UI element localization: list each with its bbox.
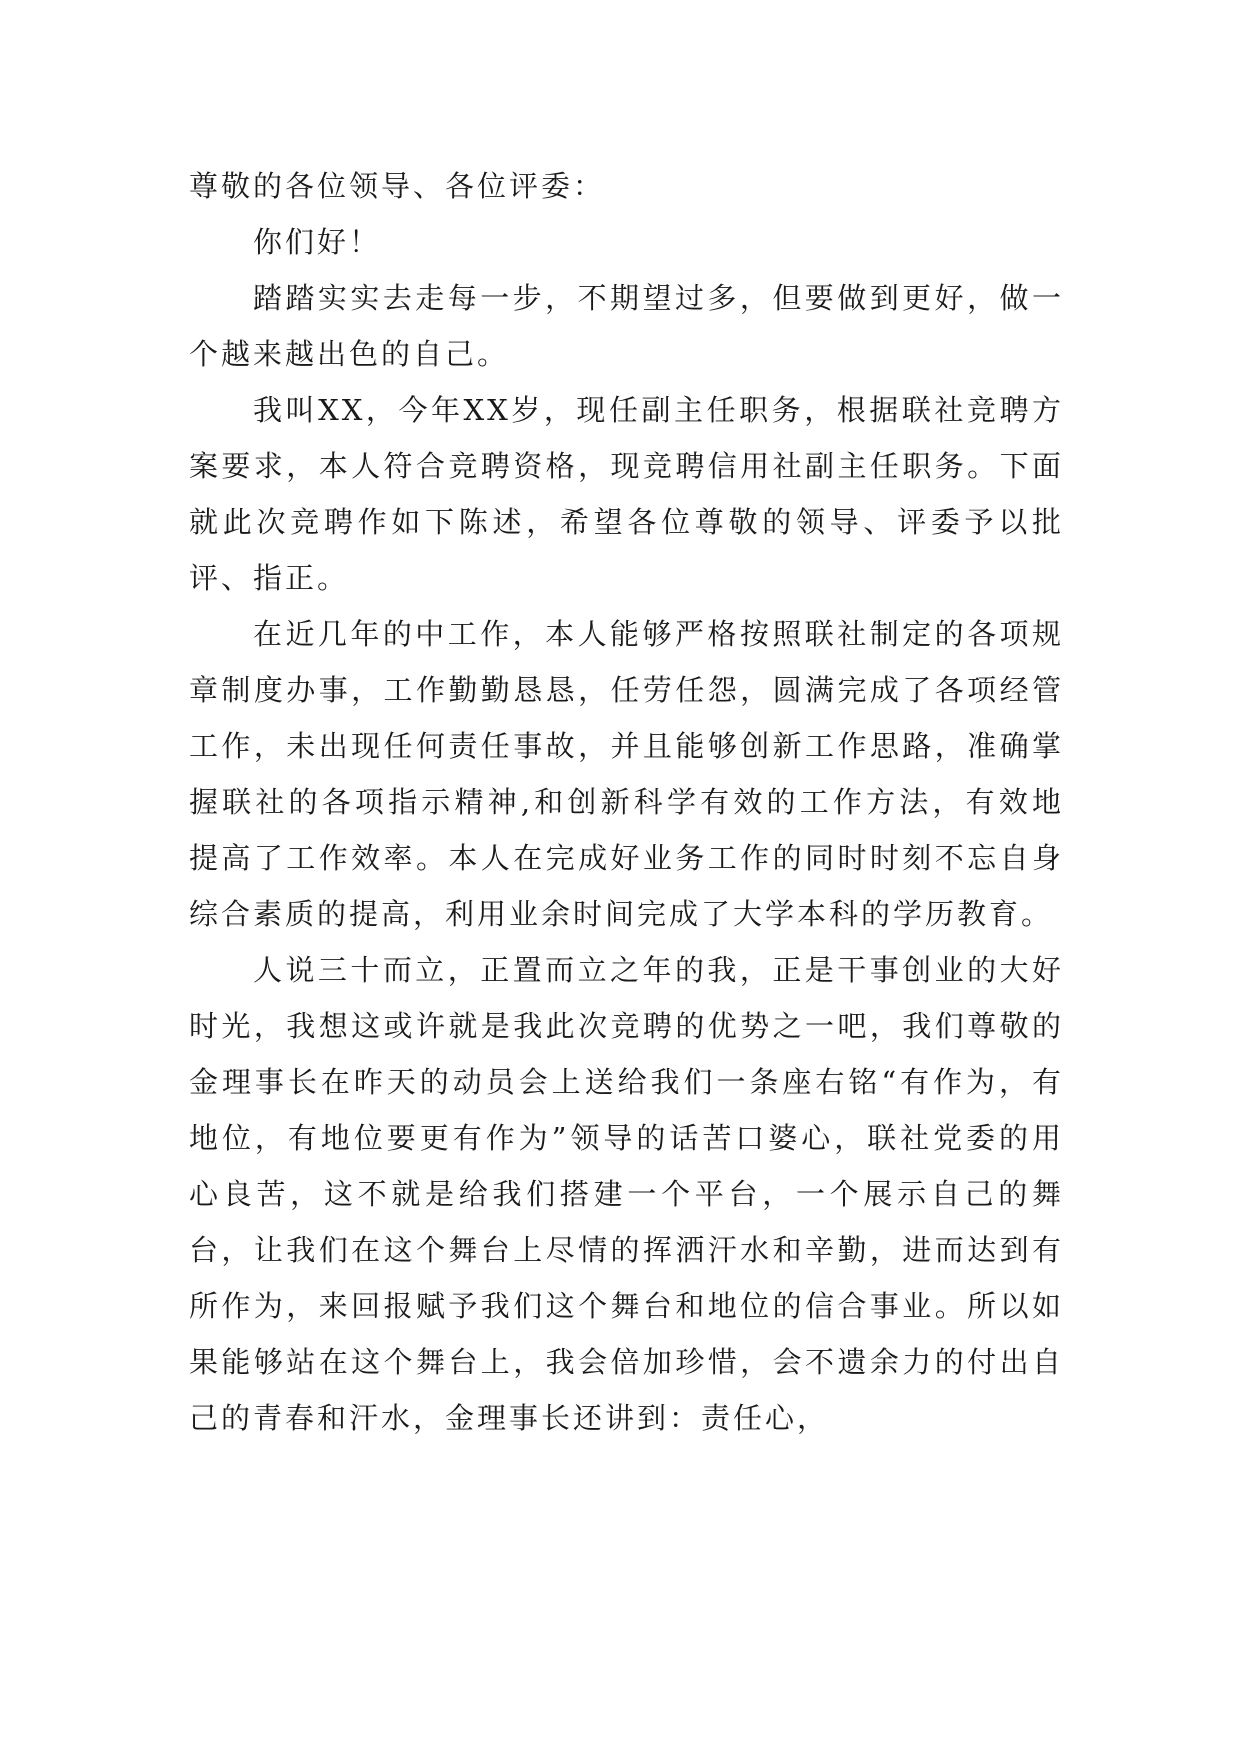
paragraph-4: 人说三十而立，正置而立之年的我，正是干事创业的大好时光，我想这或许就是我此次竞聘的优势之一吧，我们尊敬的金理事长在昨天的动员会上送给我们一条座右铭“有作为，有地位，有地位要更有作为”领导的话苦口婆心，联社党委的用心良苦，这不就是给我们搭建一个平台，一个展示自己的舞台，让我们在这个舞台上尽情的挥洒汗水和辛勤，进而达到有所作为，来回报赋予我们这个舞台和地位的信合事业。所以如果能够站在这个舞台上，我会倍加珍惜，会不遗余力的付出自己的青春和汗水，金理事长还讲到：责任心， [189, 953, 1064, 1435]
paragraph-2: 我叫XX，今年XX岁，现任副主任职务，根据联社竞聘方案要求，本人符合竞聘资格，现竞聘信用社副主任职务。下面就此次竞聘作如下陈述，希望各位尊敬的领导、评委予以批评、指正。 [189, 393, 1064, 595]
paragraph-3: 在近几年的中工作，本人能够严格按照联社制定的各项规章制度办事，工作勤勤恳恳，任劳任怨，圆满完成了各项经管工作，未出现任何责任事故，并且能够创新工作思路，准确掌握联社的各项指示精神,和创新科学有效的工作方法，有效地提高了工作效率。本人在完成好业务工作的同时时刻不忘自身综合素质的提高，利用业余时间完成了大学本科的学历教育。 [189, 617, 1064, 931]
salutation: 尊敬的各位领导、各位评委： [189, 169, 606, 203]
greeting: 你们好！ [253, 225, 382, 259]
paragraph-1: 踏踏实实去走每一步，不期望过多，但要做到更好，做一个越来越出色的自己。 [189, 281, 1064, 371]
document-body [189, 158, 1064, 1446]
